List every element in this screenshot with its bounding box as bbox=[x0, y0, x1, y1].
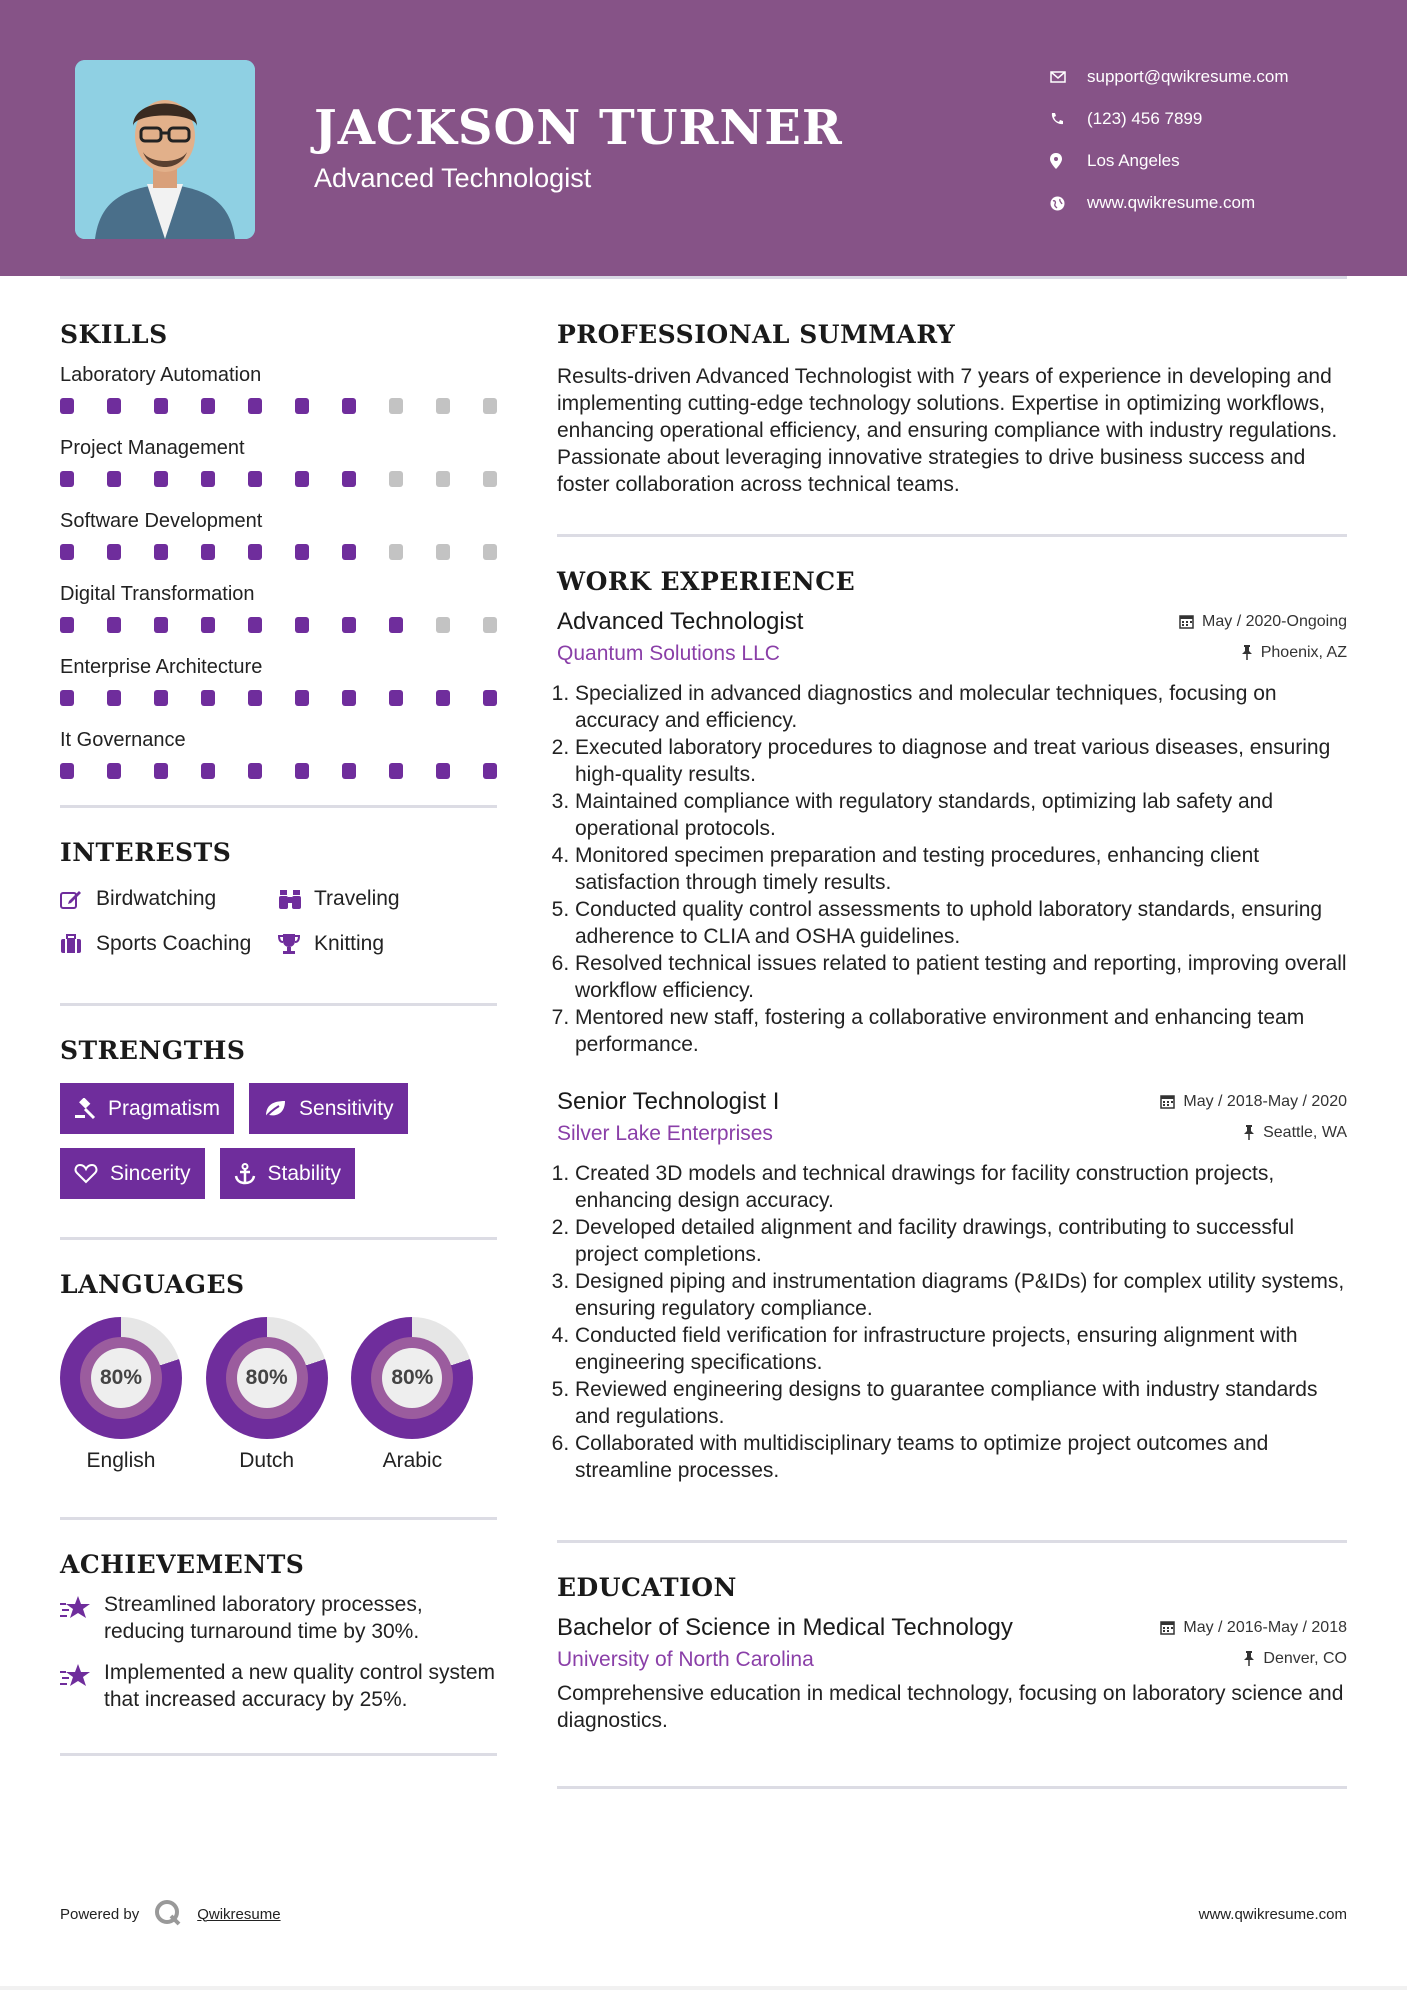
achievements-heading: ACHIEVEMENTS bbox=[60, 1550, 305, 1579]
achievement-text: Streamlined laboratory processes, reducing turnaround time by 30%. bbox=[104, 1593, 423, 1643]
strengths-heading: STRENGTHS bbox=[60, 1036, 246, 1065]
skill-dot-filled bbox=[342, 690, 356, 706]
skill-row bbox=[60, 578, 497, 651]
education-header bbox=[557, 1614, 1347, 1642]
leaf-icon bbox=[263, 1099, 287, 1119]
skill-dot-filled bbox=[342, 544, 356, 560]
skill-dot-filled bbox=[436, 690, 450, 706]
achievements-list bbox=[60, 1591, 497, 1713]
skill-dot-filled bbox=[483, 690, 497, 706]
trophy-icon bbox=[278, 933, 314, 955]
responsibility-item: 1. Specialized in advanced diagnostics and molecular techniques, focusing on accuracy and efficiency. bbox=[575, 680, 1347, 734]
powered-by-label: Powered by bbox=[60, 1905, 140, 1923]
strength-chip bbox=[60, 1148, 205, 1199]
summary-divider bbox=[557, 534, 1347, 537]
skills-list bbox=[60, 359, 497, 797]
location-text: Los Angeles bbox=[1087, 151, 1180, 170]
skill-dot-filled bbox=[154, 398, 168, 414]
skill-dot-filled bbox=[201, 763, 215, 779]
company-name: Quantum Solutions LLC bbox=[557, 642, 780, 665]
language-name: Dutch bbox=[239, 1449, 295, 1472]
language-item bbox=[206, 1317, 352, 1473]
skill-dot-filled bbox=[107, 471, 121, 487]
skill-dot-filled bbox=[107, 617, 121, 633]
skill-dot-filled bbox=[342, 471, 356, 487]
skill-dot-filled bbox=[201, 617, 215, 633]
interest-item bbox=[60, 883, 278, 914]
skill-dot-filled bbox=[295, 617, 309, 633]
interest-item bbox=[278, 883, 497, 914]
website-text: www.qwikresume.com bbox=[1087, 193, 1256, 212]
experience-heading: WORK EXPERIENCE bbox=[557, 567, 856, 596]
skill-dot-empty bbox=[389, 471, 403, 487]
envelope-icon bbox=[1050, 71, 1087, 83]
language-ring bbox=[351, 1317, 473, 1439]
qwikresume-logo-icon bbox=[153, 1898, 183, 1930]
achievement-text: Implemented a new quality control system that increased accuracy by 25%. bbox=[104, 1661, 496, 1711]
skill-dot-filled bbox=[295, 398, 309, 414]
skill-name: Enterprise Architecture bbox=[60, 656, 263, 678]
language-name: Arabic bbox=[382, 1449, 443, 1472]
job-responsibilities bbox=[557, 1160, 1347, 1484]
skill-dot-filled bbox=[248, 617, 262, 633]
responsibility-item: 1. Created 3D models and technical drawings for facility construction projects, enhancing design accuracy. bbox=[575, 1160, 1347, 1214]
skill-dot-empty bbox=[436, 544, 450, 560]
skill-dot-filled bbox=[342, 617, 356, 633]
skill-dot-filled bbox=[483, 763, 497, 779]
skill-level-dots bbox=[60, 611, 497, 651]
heart-icon bbox=[74, 1164, 98, 1184]
skill-dot-filled bbox=[389, 763, 403, 779]
job-entry bbox=[557, 1088, 1347, 1484]
responsibility-item: 6. Collaborated with multidisciplinary teams to optimize project outcomes and streamline processes. bbox=[575, 1430, 1347, 1484]
strength-label: Pragmatism bbox=[108, 1096, 221, 1120]
skill-dot-filled bbox=[295, 544, 309, 560]
achievements-divider bbox=[60, 1753, 497, 1756]
skill-name: It Governance bbox=[60, 729, 186, 751]
languages-divider bbox=[60, 1517, 497, 1520]
skill-dot-empty bbox=[483, 398, 497, 414]
achievement-item bbox=[60, 1591, 497, 1645]
education-location bbox=[1243, 1650, 1347, 1668]
skill-dot-filled bbox=[295, 763, 309, 779]
skill-dot-filled bbox=[201, 544, 215, 560]
job-location-text: Phoenix, AZ bbox=[1260, 643, 1347, 661]
skill-dot-empty bbox=[436, 398, 450, 414]
language-ring bbox=[206, 1317, 328, 1439]
pushpin-icon bbox=[1243, 1125, 1255, 1140]
job-location bbox=[1241, 644, 1347, 662]
responsibility-item: 2. Developed detailed alignment and facility drawings, contributing to successful project completions. bbox=[575, 1214, 1347, 1268]
education-heading: EDUCATION bbox=[557, 1573, 737, 1602]
strength-label: Sensitivity bbox=[299, 1096, 394, 1120]
skills-divider bbox=[60, 805, 497, 808]
strength-chip bbox=[60, 1083, 234, 1134]
right-column bbox=[557, 320, 1347, 1789]
contact-info bbox=[1050, 56, 1289, 224]
skill-dot-filled bbox=[248, 471, 262, 487]
skill-dot-filled bbox=[107, 544, 121, 560]
language-percent: 80% bbox=[382, 1348, 442, 1408]
skill-row bbox=[60, 651, 497, 724]
skill-dot-empty bbox=[483, 544, 497, 560]
language-item bbox=[351, 1317, 497, 1473]
skill-dot-filled bbox=[154, 544, 168, 560]
skill-dot-filled bbox=[201, 398, 215, 414]
skill-dot-filled bbox=[248, 763, 262, 779]
calendar-icon bbox=[1179, 614, 1194, 629]
job-location bbox=[1243, 1124, 1347, 1142]
strength-label: Sincerity bbox=[110, 1161, 191, 1185]
interest-label: Birdwatching bbox=[96, 886, 217, 910]
candidate-title: Advanced Technologist bbox=[314, 163, 592, 193]
experience-divider bbox=[557, 1540, 1347, 1543]
binoculars-icon bbox=[278, 888, 314, 910]
email-text: support@qwikresume.com bbox=[1087, 67, 1289, 86]
education-divider bbox=[557, 1786, 1347, 1789]
job-entry bbox=[557, 608, 1347, 1058]
education-subheader bbox=[557, 1648, 1347, 1672]
calendar-icon bbox=[1160, 1620, 1175, 1635]
skill-dot-filled bbox=[389, 617, 403, 633]
skill-level-dots bbox=[60, 757, 497, 797]
degree-title: Bachelor of Science in Medical Technology bbox=[557, 1614, 1013, 1641]
qwikresume-link[interactable]: Qwikresume bbox=[197, 1905, 281, 1923]
skill-dot-filled bbox=[201, 690, 215, 706]
skill-dot-filled bbox=[248, 544, 262, 560]
company-name: Silver Lake Enterprises bbox=[557, 1122, 773, 1145]
phone-icon bbox=[1050, 112, 1087, 126]
skill-dot-filled bbox=[295, 690, 309, 706]
education-dates bbox=[1160, 1619, 1347, 1637]
language-ring bbox=[60, 1317, 182, 1439]
skill-dot-empty bbox=[389, 544, 403, 560]
skill-dot-filled bbox=[107, 398, 121, 414]
profile-photo bbox=[75, 60, 255, 239]
job-dates-text: May / 2020-Ongoing bbox=[1202, 612, 1347, 630]
globe-icon bbox=[1050, 196, 1087, 211]
skill-level-dots bbox=[60, 684, 497, 724]
skill-name: Laboratory Automation bbox=[60, 364, 262, 386]
responsibility-item: 3. Designed piping and instrumentation diagrams (P&IDs) for complex utility systems, ensuring regulatory compliance. bbox=[575, 1268, 1347, 1322]
job-location-text: Seattle, WA bbox=[1263, 1123, 1347, 1141]
skill-row bbox=[60, 359, 497, 432]
footer bbox=[60, 1898, 1347, 1930]
interests-divider bbox=[60, 1003, 497, 1006]
language-percent: 80% bbox=[237, 1348, 297, 1408]
calendar-icon bbox=[1160, 1094, 1175, 1109]
skill-level-dots bbox=[60, 465, 497, 505]
strengths-list bbox=[60, 1083, 497, 1199]
skill-row bbox=[60, 505, 497, 578]
job-dates bbox=[1179, 613, 1347, 631]
skill-dot-filled bbox=[60, 690, 74, 706]
achievement-item bbox=[60, 1659, 497, 1713]
skill-dot-filled bbox=[201, 471, 215, 487]
resume-header bbox=[0, 0, 1407, 276]
language-item bbox=[60, 1317, 206, 1473]
skill-name: Software Development bbox=[60, 510, 263, 532]
skill-dot-filled bbox=[295, 471, 309, 487]
profile-photo-image bbox=[75, 60, 255, 239]
skill-dot-filled bbox=[107, 763, 121, 779]
skill-dot-filled bbox=[154, 617, 168, 633]
job-responsibilities bbox=[557, 680, 1347, 1058]
skill-dot-filled bbox=[60, 471, 74, 487]
star-badge-icon bbox=[60, 1659, 104, 1713]
job-dates bbox=[1160, 1093, 1347, 1111]
education-dates-text: May / 2016-May / 2018 bbox=[1183, 1618, 1347, 1636]
star-badge-icon bbox=[60, 1591, 104, 1645]
skill-dot-filled bbox=[154, 763, 168, 779]
skill-dot-filled bbox=[154, 690, 168, 706]
language-name: English bbox=[86, 1449, 156, 1472]
pencil-square-icon bbox=[60, 889, 96, 909]
skill-dot-filled bbox=[342, 398, 356, 414]
job-subheader bbox=[557, 1122, 1347, 1146]
job-title: Senior Technologist I bbox=[557, 1088, 780, 1115]
gavel-icon bbox=[74, 1098, 96, 1120]
skills-heading: SKILLS bbox=[60, 320, 168, 349]
skill-dot-filled bbox=[107, 690, 121, 706]
skill-dot-filled bbox=[60, 763, 74, 779]
interest-label: Sports Coaching bbox=[96, 931, 252, 955]
summary-heading: PROFESSIONAL SUMMARY bbox=[557, 320, 956, 349]
powered-by bbox=[60, 1898, 281, 1930]
strength-chip bbox=[220, 1148, 356, 1199]
skill-dot-filled bbox=[248, 398, 262, 414]
education-location-text: Denver, CO bbox=[1263, 1649, 1347, 1667]
responsibility-item: 3. Maintained compliance with regulatory standards, optimizing lab safety and operational protocols. bbox=[575, 788, 1347, 842]
page-bottom-rule bbox=[0, 1986, 1407, 1990]
skill-dot-empty bbox=[483, 617, 497, 633]
responsibility-item: 2. Executed laboratory procedures to diagnose and treat various diseases, ensuring high-quality results. bbox=[575, 734, 1347, 788]
strength-label: Stability bbox=[267, 1161, 342, 1185]
job-title: Advanced Technologist bbox=[557, 608, 804, 635]
job-dates-text: May / 2018-May / 2020 bbox=[1183, 1092, 1347, 1110]
school-name: University of North Carolina bbox=[557, 1648, 814, 1671]
left-column bbox=[60, 320, 497, 1756]
skill-level-dots bbox=[60, 538, 497, 578]
footer-website[interactable]: www.qwikresume.com bbox=[1198, 1905, 1347, 1923]
interest-item bbox=[60, 928, 278, 959]
pushpin-icon bbox=[1243, 1651, 1255, 1666]
contact-phone[interactable] bbox=[1050, 98, 1289, 140]
languages-list bbox=[60, 1317, 497, 1473]
responsibility-item: 5. Conducted quality control assessments to uphold laboratory standards, ensuring adherence to CLIA and OSHA guidelines. bbox=[575, 896, 1347, 950]
skill-row bbox=[60, 724, 497, 797]
language-percent: 80% bbox=[91, 1348, 151, 1408]
strength-chip bbox=[249, 1083, 408, 1134]
skill-dot-filled bbox=[60, 398, 74, 414]
skill-name: Digital Transformation bbox=[60, 583, 255, 605]
interest-label: Traveling bbox=[314, 886, 400, 910]
interests-list bbox=[60, 883, 497, 959]
contact-email[interactable] bbox=[1050, 56, 1289, 98]
map-pin-icon bbox=[1050, 153, 1087, 169]
skill-dot-filled bbox=[60, 617, 74, 633]
responsibility-item: 7. Mentored new staff, fostering a collaborative environment and enhancing team performance. bbox=[575, 1004, 1347, 1058]
responsibility-item: 5. Reviewed engineering designs to guarantee compliance with industry standards and regulations. bbox=[575, 1376, 1347, 1430]
skill-dot-filled bbox=[248, 690, 262, 706]
skill-name: Project Management bbox=[60, 437, 245, 459]
pushpin-icon bbox=[1241, 645, 1253, 660]
skill-dot-empty bbox=[389, 398, 403, 414]
education-description: Comprehensive education in medical technology, focusing on laboratory science and diagnostics. bbox=[557, 1682, 1344, 1732]
anchor-icon bbox=[234, 1163, 256, 1185]
skill-dot-empty bbox=[483, 471, 497, 487]
header-divider bbox=[60, 276, 1347, 279]
candidate-name: JACKSON TURNER bbox=[314, 100, 843, 156]
job-header bbox=[557, 1088, 1347, 1116]
contact-location bbox=[1050, 140, 1289, 182]
interests-heading: INTERESTS bbox=[60, 838, 232, 867]
skill-row bbox=[60, 432, 497, 505]
phone-text: (123) 456 7899 bbox=[1087, 109, 1203, 128]
skill-dot-filled bbox=[436, 763, 450, 779]
job-header bbox=[557, 608, 1347, 636]
interest-label: Knitting bbox=[314, 931, 385, 955]
skill-dot-empty bbox=[436, 617, 450, 633]
languages-heading: LANGUAGES bbox=[60, 1270, 245, 1299]
responsibility-item: 6. Resolved technical issues related to patient testing and reporting, improving overall workflow efficiency. bbox=[575, 950, 1347, 1004]
skill-dot-empty bbox=[436, 471, 450, 487]
summary-text: Results-driven Advanced Technologist with 7 years of experience in developing and implementing cutting-edge technology solutions. Expertise in optimizing workflows, enhancing operational efficiency, and ensuring compliance with industry regulations. Passionate about leveraging innovative strategies to drive business success and foster collaboration across technical teams. bbox=[557, 365, 1338, 496]
skill-dot-filled bbox=[342, 763, 356, 779]
contact-website[interactable] bbox=[1050, 182, 1289, 224]
strengths-divider bbox=[60, 1237, 497, 1240]
interest-item bbox=[278, 928, 497, 959]
education-entry bbox=[557, 1614, 1347, 1734]
responsibility-item: 4. Conducted field verification for infrastructure projects, ensuring alignment with engineering specifications. bbox=[575, 1322, 1347, 1376]
briefcase-icon bbox=[60, 934, 96, 954]
skill-level-dots bbox=[60, 392, 497, 432]
job-subheader bbox=[557, 642, 1347, 666]
skill-dot-filled bbox=[389, 690, 403, 706]
responsibility-item: 4. Monitored specimen preparation and testing procedures, enhancing client satisfaction through timely results. bbox=[575, 842, 1347, 896]
skill-dot-filled bbox=[60, 544, 74, 560]
skill-dot-filled bbox=[154, 471, 168, 487]
